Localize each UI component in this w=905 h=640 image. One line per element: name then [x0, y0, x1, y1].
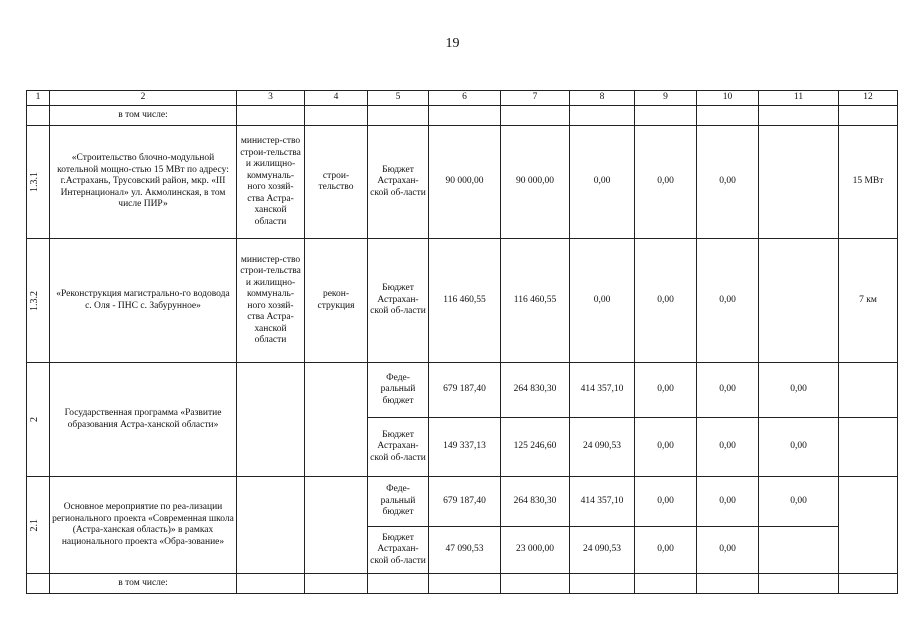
sub-label: в том числе:: [50, 106, 237, 126]
row-value: 116 460,55: [501, 239, 570, 363]
row-value: 0,00: [697, 527, 759, 574]
row-value: 149 337,13: [429, 418, 501, 477]
row-source: Феде-ральный бюджет: [368, 363, 429, 418]
row-value: 0,00: [759, 477, 839, 527]
row-value: 0,00: [759, 418, 839, 477]
row-value: 47 090,53: [429, 527, 501, 574]
row-value: 0,00: [635, 363, 697, 418]
row-result: 7 км: [839, 239, 898, 363]
row-value: 679 187,40: [429, 477, 501, 527]
row-executor: министер-ство строи-тельства и жилищно-коммуналь-ного хозяй-ства Астра-ханской области: [237, 126, 305, 239]
header-cell: 8: [570, 91, 635, 106]
row-value: 0,00: [759, 363, 839, 418]
table-row: [27, 363, 898, 418]
row-type: строи-тельство: [305, 126, 368, 239]
row-value: 0,00: [697, 126, 759, 239]
row-value: 0,00: [697, 477, 759, 527]
row-executor: министер-ство строи-тельства и жилищно-коммуналь-ного хозяй-ства Астра-ханской области: [237, 239, 305, 363]
row-value: 0,00: [635, 239, 697, 363]
row-type: рекон-струкция: [305, 239, 368, 363]
row-value: [759, 239, 839, 363]
header-cell: 1: [27, 91, 50, 106]
row-value: 264 830,30: [501, 363, 570, 418]
header-cell: 3: [237, 91, 305, 106]
row-source: Бюджет Астрахан-ской об-ласти: [368, 527, 429, 574]
header-cell: 11: [759, 91, 839, 106]
row-source: Феде-ральный бюджет: [368, 477, 429, 527]
subheader-row: [27, 106, 898, 126]
row-code: 1.3.2: [29, 290, 40, 311]
row-value: 0,00: [697, 418, 759, 477]
header-cell: 5: [368, 91, 429, 106]
row-value: 116 460,55: [429, 239, 501, 363]
sub-label: в том числе:: [50, 574, 237, 594]
header-cell: 10: [697, 91, 759, 106]
page-number: 19: [445, 36, 460, 51]
header-cell: 12: [839, 91, 898, 106]
row-value: 0,00: [635, 527, 697, 574]
row-value: 414 357,10: [570, 477, 635, 527]
table-row: [27, 239, 898, 363]
row-value: 90 000,00: [429, 126, 501, 239]
header-cell: 7: [501, 91, 570, 106]
row-value: 90 000,00: [501, 126, 570, 239]
row-value: 0,00: [635, 418, 697, 477]
row-value: 264 830,30: [501, 477, 570, 527]
header-cell: 2: [50, 91, 237, 106]
program-table: [26, 90, 898, 594]
row-value: 24 090,53: [570, 418, 635, 477]
row-value: 23 000,00: [501, 527, 570, 574]
row-value: 125 246,60: [501, 418, 570, 477]
row-code: 2: [29, 417, 40, 422]
row-name: «Реконструкция магистрально-го водовода с. Оля - ПНС с. Забурунное»: [50, 239, 237, 363]
row-code: 2.1: [29, 518, 40, 532]
row-code: 1.3.1: [29, 172, 40, 192]
row-name: Основное мероприятие по реа-лизации регионального проекта «Современная школа (Астра-ханская область)» в рамках национального проекта «Обра-зование»: [50, 477, 237, 574]
row-source: Бюджет Астрахан-ской об-ласти: [368, 418, 429, 477]
row-value: 24 090,53: [570, 527, 635, 574]
row-source: Бюджет Астрахан-ской об-ласти: [368, 239, 429, 363]
row-value: 679 187,40: [429, 363, 501, 418]
row-result: 15 МВт: [839, 126, 898, 239]
header-row: [27, 91, 898, 106]
table-row: [27, 126, 898, 239]
row-value: 0,00: [697, 363, 759, 418]
row-value: 0,00: [570, 239, 635, 363]
row-name: «Строительство блочно-модульной котельной мощно-стью 15 МВт по адресу: г.Астрахань, Трусовский район, мкр. «III Интернационал» ул. Акмолинская, в том числе ПИР»: [50, 126, 237, 239]
row-value: 0,00: [697, 239, 759, 363]
row-source: Бюджет Астрахан-ской об-ласти: [368, 126, 429, 239]
table-row: [27, 477, 898, 527]
row-value: 414 357,10: [570, 363, 635, 418]
row-value: [759, 126, 839, 239]
row-value: 0,00: [635, 477, 697, 527]
header-cell: 9: [635, 91, 697, 106]
header-cell: 6: [429, 91, 501, 106]
row-value: 0,00: [635, 126, 697, 239]
header-cell: 4: [305, 91, 368, 106]
subheader-row: [27, 574, 898, 594]
row-value: 0,00: [570, 126, 635, 239]
row-name: Государственная программа «Развитие образования Астра-ханской области»: [50, 363, 237, 477]
